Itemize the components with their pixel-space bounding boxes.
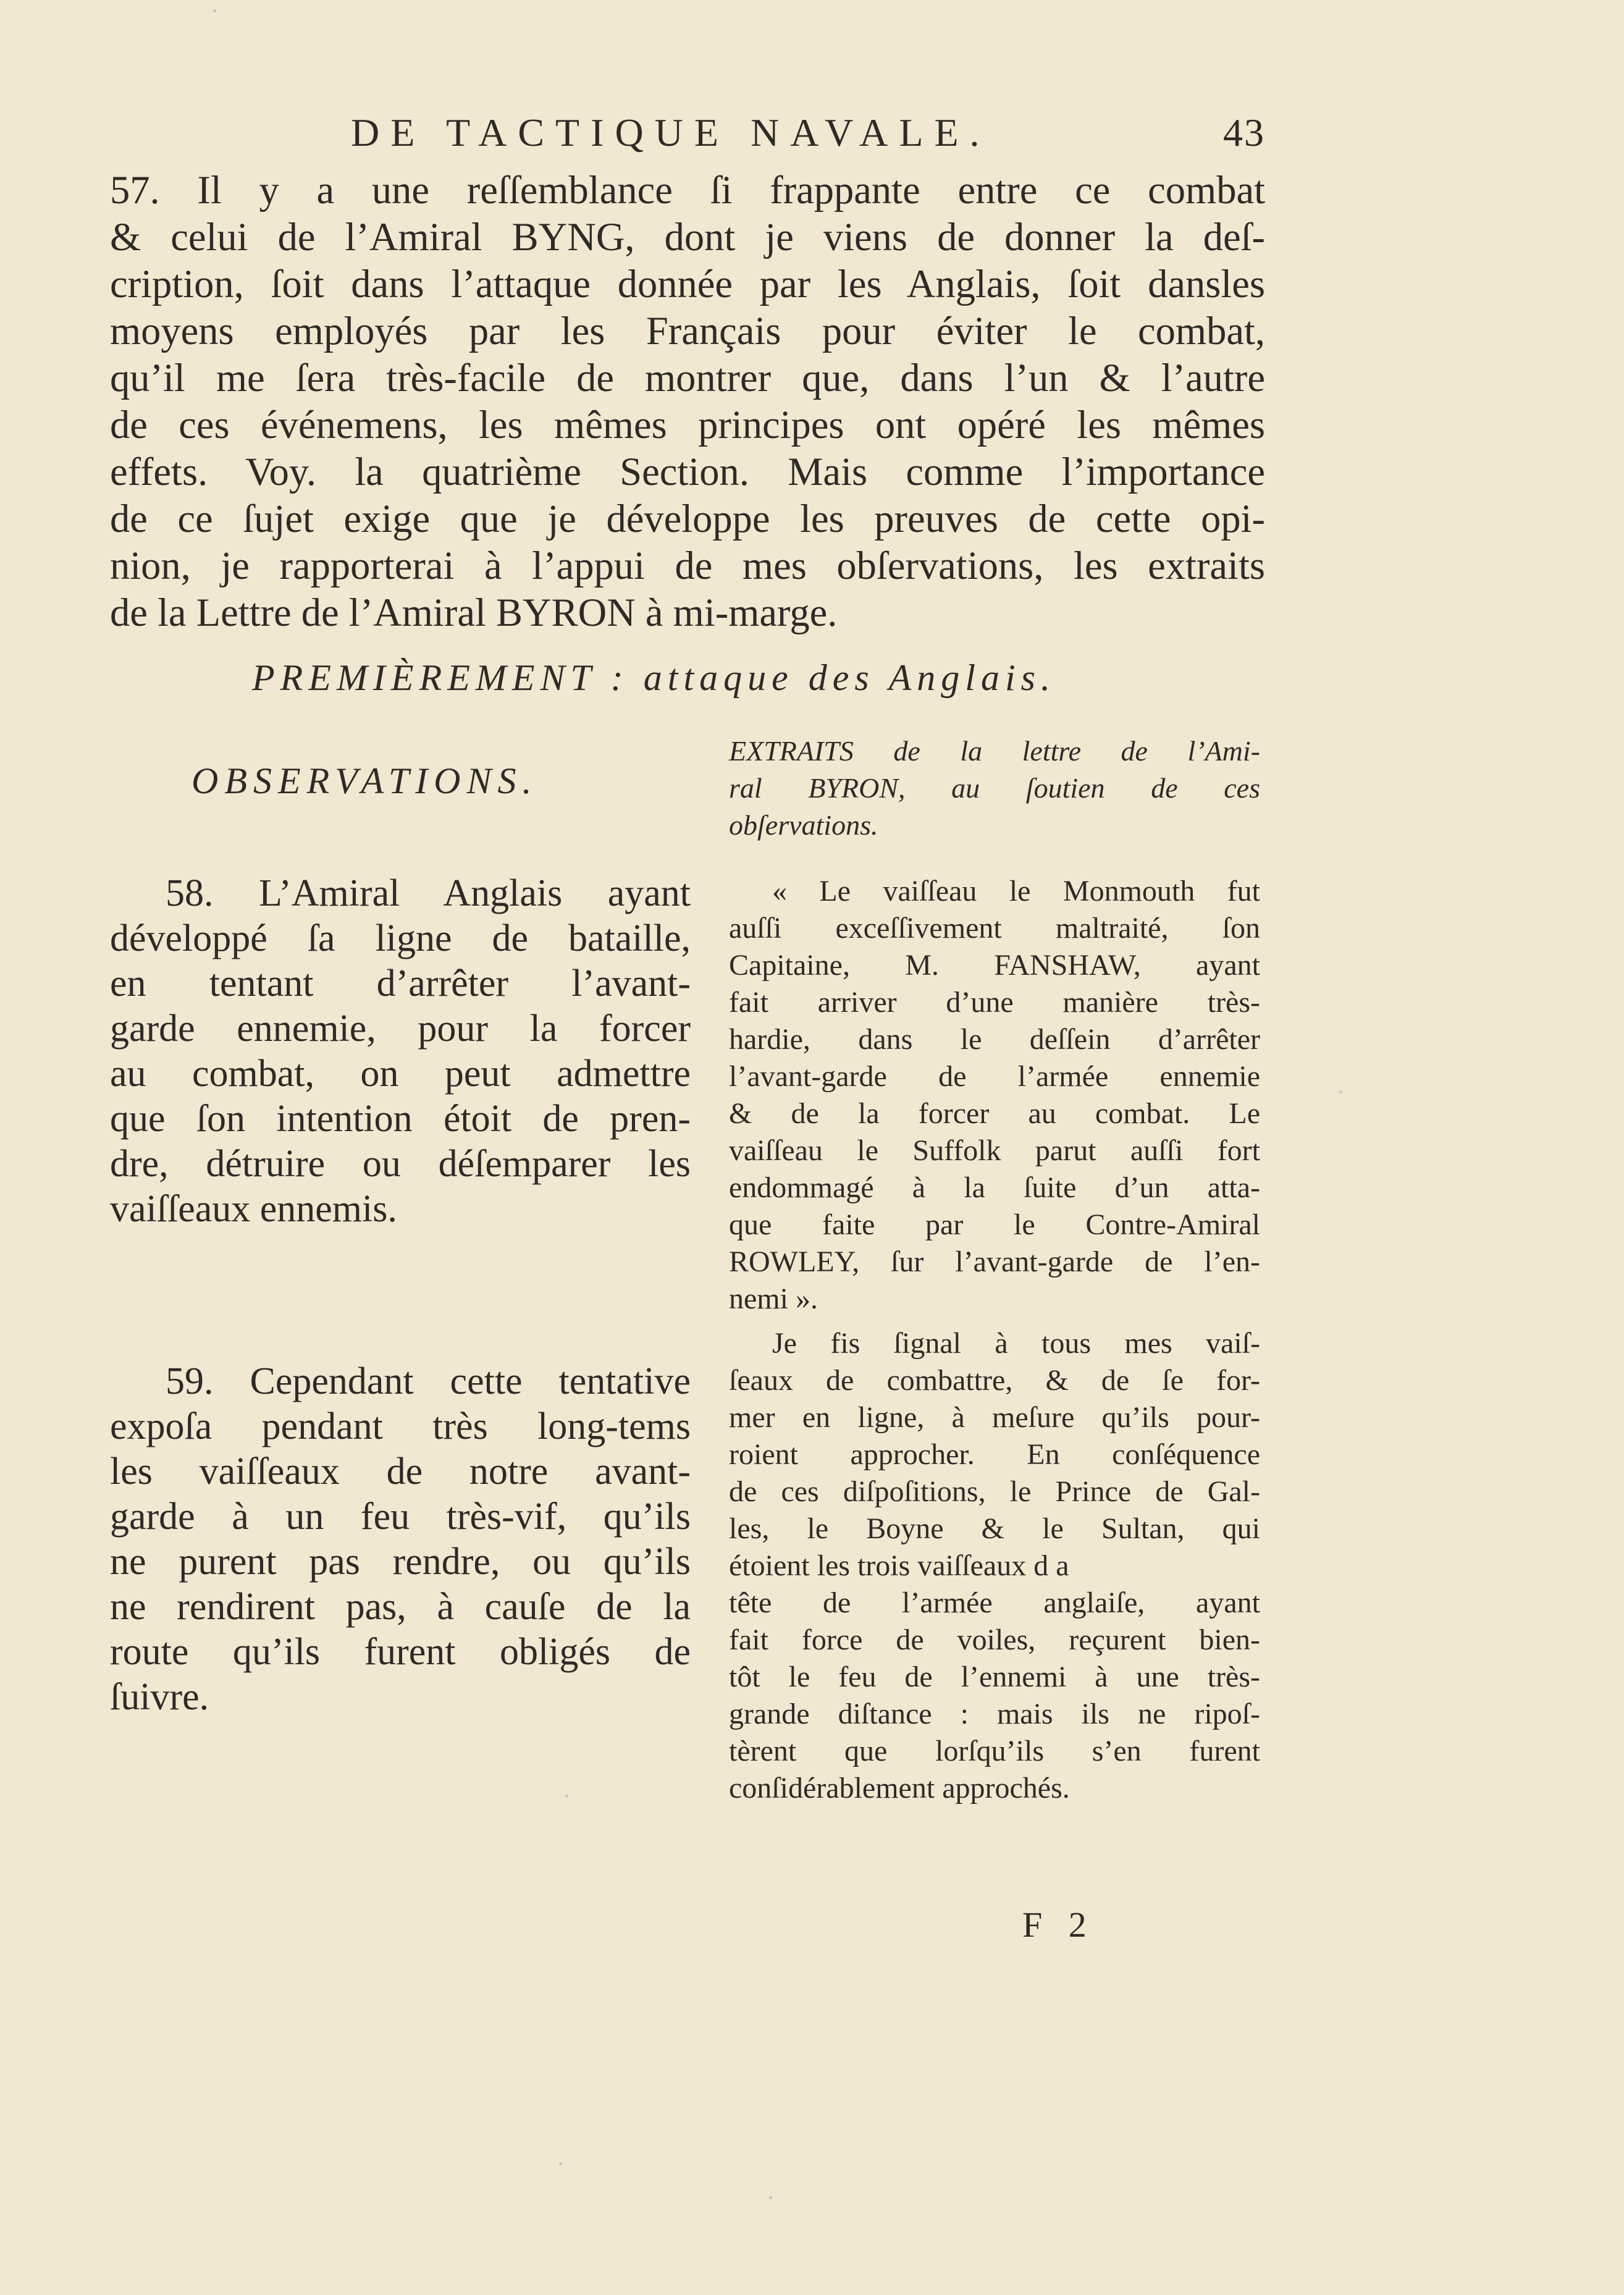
- paragraph-57: [110, 167, 1265, 636]
- text-line: Capitaine, M. FANSHAW, ayant: [729, 949, 1260, 982]
- text-line: que ſon intention étoit de pren-: [110, 1098, 691, 1140]
- text-line: hardie, dans le deſſein d’arrêter: [729, 1023, 1260, 1056]
- text-line: grande diſtance : mais ils ne ripoſ-: [729, 1698, 1260, 1730]
- text-line: qu’il me ſera très-facile de montrer que, dans l’un & l’autre: [110, 356, 1265, 400]
- text-line: « Le vaiſſeau le Monmouth fut: [772, 875, 1260, 907]
- text-line: expoſa pendant très long-tems: [110, 1405, 691, 1447]
- paper-speck: [769, 2196, 772, 2199]
- running-header: [110, 110, 1265, 159]
- text-line: 57. Il y a une reſſemblance ſi frappante entre ce combat: [110, 168, 1265, 212]
- text-line: effets. Voy. la quatrième Section. Mais comme l’importance: [110, 450, 1265, 494]
- page-number: 43: [1223, 111, 1265, 154]
- text-line: nemi ».: [729, 1282, 818, 1315]
- text-line: les vaiſſeaux de notre avant-: [110, 1451, 691, 1493]
- section-heading: PREMIÈREMENT : attaque des Anglais.: [252, 657, 1056, 698]
- paragraph-gap: [729, 1318, 1260, 1325]
- text-line: les, le Boyne & le Sultan, qui: [729, 1512, 1260, 1545]
- text-line: ſeaux de combattre, & de ſe for-: [729, 1364, 1260, 1397]
- text-line: ral BYRON, au ſoutien de ces: [729, 772, 1260, 804]
- text-line: moyens employés par les Français pour éviter le combat,: [110, 309, 1265, 353]
- text-line: dre, détruire ou déſemparer les: [110, 1143, 691, 1185]
- text-line: mer en ligne, à meſure qu’ils pour-: [729, 1401, 1260, 1434]
- observations-heading: OBSERVATIONS.: [191, 760, 538, 801]
- text-line: & celui de l’Amiral BYNG, dont je viens de donner la deſ-: [110, 215, 1265, 259]
- paper-speck: [559, 2162, 562, 2165]
- text-line: tèrent que lorſqu’ils s’en furent: [729, 1735, 1260, 1767]
- text-line: tôt le feu de l’ennemi à une très-: [729, 1661, 1260, 1693]
- text-line: tête de l’armée anglaiſe, ayant: [729, 1586, 1260, 1619]
- text-line: fait force de voiles, reçurent bien-: [729, 1623, 1260, 1656]
- byron-letter-extract: [729, 873, 1260, 1807]
- running-title: DE TACTIQUE NAVALE.: [351, 111, 991, 154]
- text-line: roient approcher. En conſéquence: [729, 1438, 1260, 1471]
- paper-speck: [213, 9, 216, 12]
- paragraph-59: [110, 1359, 691, 1720]
- text-line: obſervations.: [729, 809, 878, 841]
- text-line: ne rendirent pas, à cauſe de la: [110, 1586, 691, 1628]
- paper-speck: [1339, 1090, 1342, 1093]
- text-line: Je fis ſignal à tous mes vaiſ-: [772, 1327, 1260, 1360]
- text-line: l’avant-garde de l’armée ennemie: [729, 1060, 1260, 1093]
- text-line: ſuivre.: [110, 1676, 209, 1718]
- text-line: garde ennemie, pour la forcer: [110, 1008, 691, 1050]
- text-line: vaiſſeaux ennemis.: [110, 1188, 397, 1230]
- text-line: de ces diſpoſitions, le Prince de Gal-: [729, 1475, 1260, 1508]
- extraits-heading: [729, 733, 1260, 844]
- text-line: que faite par le Contre-Amiral: [729, 1208, 1260, 1241]
- text-line: cription, ſoit dans l’attaque donnée par les Anglais, ſoit dansles: [110, 262, 1265, 306]
- text-line: auſſi exceſſivement maltraité, ſon: [729, 912, 1260, 945]
- text-line: de la Lettre de l’Amiral BYRON à mi-marge.: [110, 591, 838, 634]
- text-line: ROWLEY, ſur l’avant-garde de l’en-: [729, 1245, 1260, 1278]
- paper-speck: [565, 1795, 568, 1798]
- text-line: & de la forcer au combat. Le: [729, 1097, 1260, 1130]
- text-line: ne purent pas rendre, ou qu’ils: [110, 1541, 691, 1583]
- text-line: développé ſa ligne de bataille,: [110, 917, 691, 959]
- text-line: fait arriver d’une manière très-: [729, 986, 1260, 1019]
- text-line: 59. Cependant cette tentative: [166, 1360, 691, 1402]
- text-line: route qu’ils furent obligés de: [110, 1631, 691, 1673]
- text-line: garde à un feu très-vif, qu’ils: [110, 1496, 691, 1538]
- text-line: EXTRAITS de la lettre de l’Ami-: [729, 735, 1260, 767]
- text-line: 58. L’Amiral Anglais ayant: [166, 872, 691, 914]
- text-line: au combat, on peut admettre: [110, 1053, 691, 1095]
- paragraph-58: [110, 871, 691, 1232]
- text-line: étoient les trois vaiſſeaux d a: [729, 1549, 1069, 1582]
- text-line: vaiſſeau le Suffolk parut auſſi fort: [729, 1134, 1260, 1167]
- text-line: conſidérablement approchés.: [729, 1772, 1070, 1804]
- text-line: nion, je rapporterai à l’appui de mes obſervations, les extraits: [110, 544, 1265, 587]
- signature-mark: F 2: [1022, 1905, 1095, 1945]
- text-line: endommagé à la ſuite d’un atta-: [729, 1171, 1260, 1204]
- text-line: de ces événemens, les mêmes principes ont opéré les mêmes: [110, 403, 1265, 447]
- text-line: de ce ſujet exige que je développe les preuves de cette opi-: [110, 497, 1265, 541]
- text-line: en tentant d’arrêter l’avant-: [110, 962, 691, 1004]
